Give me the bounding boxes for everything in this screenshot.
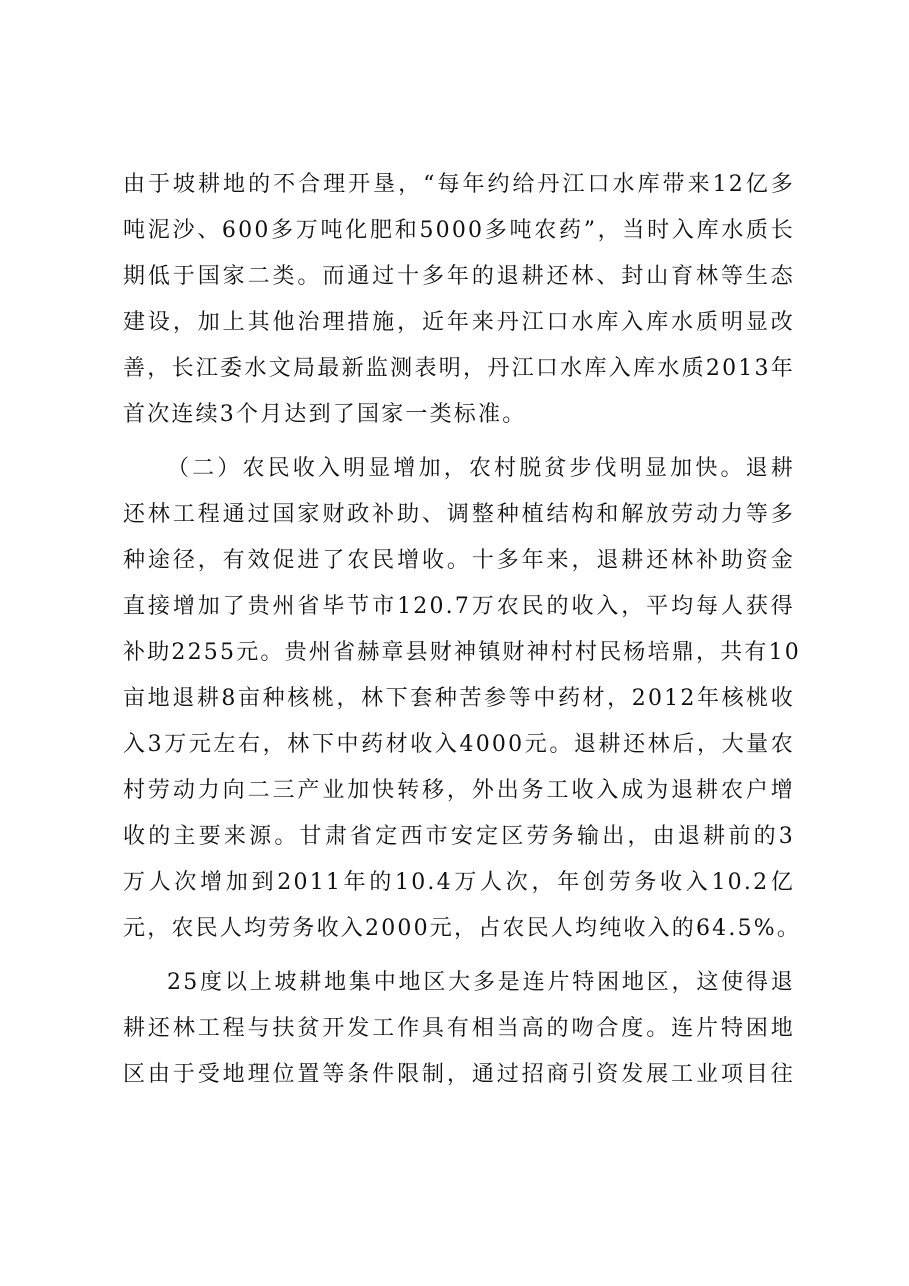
text-line: 25度以上坡耕地集中地区大多是连片特困地区，这使得退 — [167, 970, 795, 995]
text-line: 建设，加上其他治理措施，近年来丹江口水库入库水质明显改 — [123, 310, 795, 335]
text-line: 收的主要来源。甘肃省定西市安定区劳务输出，由退耕前的3 — [123, 824, 795, 849]
text-line: 善，长江委水文局最新监测表明，丹江口水库入库水质2013年 — [123, 356, 795, 381]
paragraph-3 — [123, 960, 795, 1098]
text-line: 耕还林工程与扶贫开发工作具有相当高的吻合度。连片特困地 — [123, 1016, 795, 1041]
text-line: 种途径，有效促进了农民增收。十多年来，退耕还林补助资金 — [123, 548, 795, 573]
text-line: 首次连续3个月达到了国家一类标准。 — [123, 402, 527, 427]
text-line: 期低于国家二类。而通过十多年的退耕还林、封山育林等生态 — [123, 264, 795, 289]
text-line: 还林工程通过国家财政补助、调整种植结构和解放劳动力等多 — [123, 502, 795, 527]
text-line: 补助2255元。贵州省赫章县财神镇财神村村民杨培鼎，共有10 — [123, 640, 801, 665]
text-line: 村劳动力向二三产业加快转移，外出务工收入成为退耕农户增 — [123, 778, 795, 803]
paragraph-1 — [123, 162, 795, 438]
paragraph-2 — [123, 446, 802, 952]
text-line: （二）农民收入明显增加，农村脱贫步伐明显加快。退耕 — [167, 456, 795, 481]
text-line: 区由于受地理位置等条件限制，通过招商引资发展工业项目往 — [123, 1062, 795, 1087]
text-line: 直接增加了贵州省毕节市120.7万农民的收入，平均每人获得 — [123, 594, 795, 619]
text-line: 由于坡耕地的不合理开垦，“每年约给丹江口水库带来12亿多 — [123, 172, 795, 197]
text-line: 元，农民人均劳务收入2000元，占农民人均纯收入的64.5%。 — [123, 916, 802, 941]
text-line: 入3万元左右，林下中药材收入4000元。退耕还林后，大量农 — [123, 732, 795, 757]
text-line: 吨泥沙、600多万吨化肥和5000多吨农药”，当时入库水质长 — [123, 218, 795, 243]
text-line: 亩地退耕8亩种核桃，林下套种苦参等中药材，2012年核桃收 — [123, 686, 795, 711]
document-body — [123, 162, 802, 1098]
text-line: 万人次增加到2011年的10.4万人次，年创劳务收入10.2亿 — [123, 870, 795, 895]
